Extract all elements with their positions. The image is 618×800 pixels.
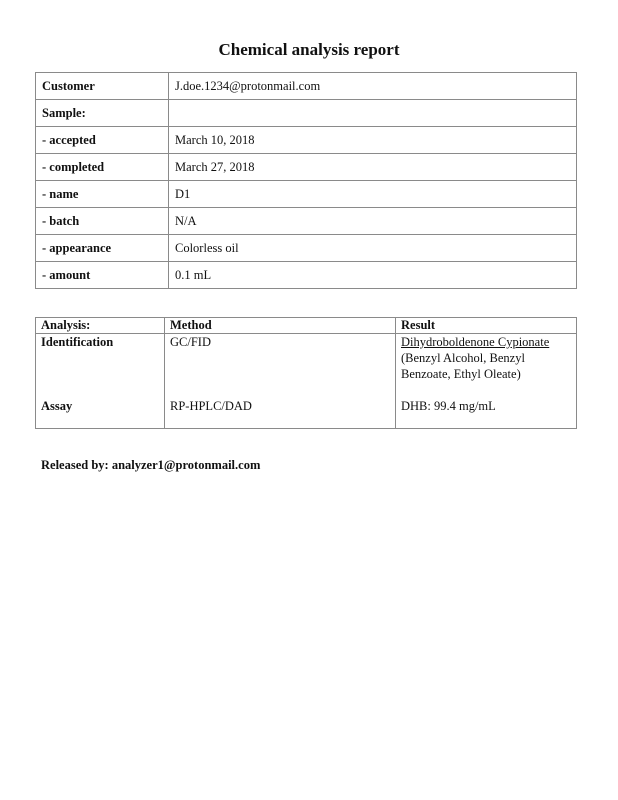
table-row bbox=[36, 73, 577, 100]
table-row bbox=[36, 235, 577, 262]
row-label: - name bbox=[36, 181, 169, 208]
table-row bbox=[36, 100, 577, 127]
result-cell: DHB: 99.4 mg/mL bbox=[396, 398, 577, 429]
table-row bbox=[36, 208, 577, 235]
analysis-cell: Assay bbox=[36, 398, 165, 429]
row-value: N/A bbox=[169, 208, 577, 235]
released-by: Released by: analyzer1@protonmail.com bbox=[41, 458, 261, 472]
row-value: 0.1 mL bbox=[169, 262, 577, 289]
row-value: March 10, 2018 bbox=[169, 127, 577, 154]
row-label: - amount bbox=[36, 262, 169, 289]
row-label: Sample: bbox=[36, 100, 169, 127]
result-cell bbox=[396, 334, 577, 399]
row-value bbox=[169, 100, 577, 127]
result-main: Dihydroboldenone Cypionate bbox=[401, 335, 550, 349]
row-value: J.doe.1234@protonmail.com bbox=[169, 73, 577, 100]
table-row bbox=[36, 398, 577, 429]
header-result: Result bbox=[396, 318, 577, 334]
report-title: Chemical analysis report bbox=[218, 40, 400, 59]
table-row bbox=[36, 334, 577, 399]
row-label: - completed bbox=[36, 154, 169, 181]
row-label: - accepted bbox=[36, 127, 169, 154]
result-detail: (Benzyl Alcohol, Benzyl Benzoate, Ethyl Oleate) bbox=[401, 351, 525, 381]
table-header-row bbox=[36, 318, 577, 334]
header-method: Method bbox=[165, 318, 396, 334]
sample-info-table bbox=[35, 72, 577, 289]
table-row bbox=[36, 181, 577, 208]
method-cell: GC/FID bbox=[165, 334, 396, 399]
table-row bbox=[36, 127, 577, 154]
row-value: March 27, 2018 bbox=[169, 154, 577, 181]
table-row bbox=[36, 262, 577, 289]
row-label: - batch bbox=[36, 208, 169, 235]
row-value: D1 bbox=[169, 181, 577, 208]
row-label: Customer bbox=[36, 73, 169, 100]
method-cell: RP-HPLC/DAD bbox=[165, 398, 396, 429]
table-row bbox=[36, 154, 577, 181]
header-analysis: Analysis: bbox=[36, 318, 165, 334]
row-label: - appearance bbox=[36, 235, 169, 262]
analysis-table bbox=[35, 317, 577, 429]
analysis-cell: Identification bbox=[36, 334, 165, 399]
row-value: Colorless oil bbox=[169, 235, 577, 262]
